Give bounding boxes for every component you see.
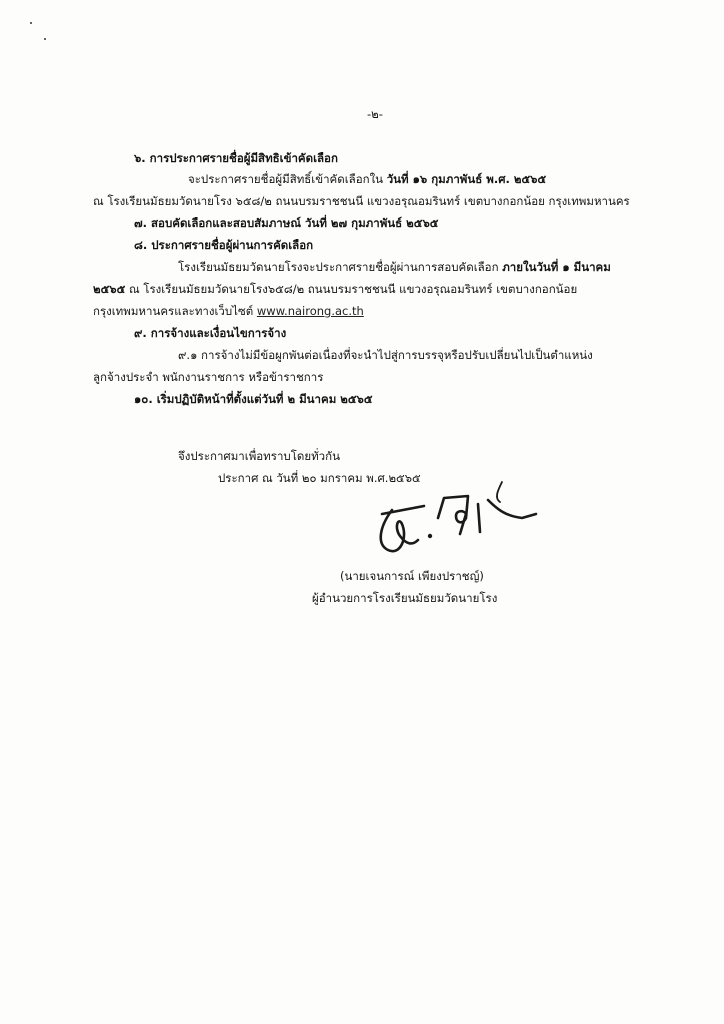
section-8-year: ๒๕๖๕ xyxy=(93,282,126,296)
website-link[interactable]: www.nairong.ac.th xyxy=(256,304,364,318)
closing-notice: จึงประกาศมาเพื่อทราบโดยทั่วกัน xyxy=(178,449,340,463)
section-6-date: วันที่ ๑๖ กุมภาพันธ์ พ.ศ. ๒๕๖๕ xyxy=(386,172,547,186)
signatory-name: (นายเจนการณ์ เพียงปราชญ์) xyxy=(340,569,484,583)
signature-stroke xyxy=(497,482,502,502)
section-9-line-2: ลูกจ้างประจำ พนักงานราชการ หรือข้าราชการ xyxy=(93,370,324,384)
signature-stroke xyxy=(488,500,536,518)
signature xyxy=(372,474,542,560)
scan-speck xyxy=(44,38,46,40)
section-6-heading: ๖. การประกาศรายชื่อผู้มีสิทธิเข้าคัดเลือก xyxy=(134,151,338,165)
section-8-line-1-text: โรงเรียนมัธยมวัดนายโรงจะประกาศรายชื่อผู้ผ่านการสอบคัดเลือก xyxy=(178,260,499,274)
section-8-line-3-text: กรุงเทพมหานครและทางเว็บไซต์ xyxy=(93,304,257,318)
announcement-date: ประกาศ ณ วันที่ ๒๐ มกราคม พ.ศ.๒๕๖๕ xyxy=(218,471,421,485)
section-9-heading: ๙. การจ้างและเงื่อนไขการจ้าง xyxy=(134,326,287,340)
section-6-line-2: ณ โรงเรียนมัธยมวัดนายโรง ๖๕๘/๒ ถนนบรมราชชนนี แขวงอรุณอมรินทร์ เขตบางกอกน้อย กรุงเทพมหานคร xyxy=(93,194,630,208)
section-8-line-1 xyxy=(178,259,611,275)
section-6-line-1 xyxy=(188,171,546,187)
signature-stroke xyxy=(478,504,480,532)
section-8-date: ภายในวันที่ ๑ มีนาคม xyxy=(502,260,611,274)
section-7-heading: ๗. สอบคัดเลือกและสอบสัมภาษณ์ วันที่ ๒๗ กุมภาพันธ์ ๒๕๖๕ xyxy=(134,216,439,230)
signature-dot xyxy=(428,534,432,538)
signature-stroke xyxy=(438,496,468,534)
signature-stroke xyxy=(382,506,424,514)
signatory-position: ผู้อำนวยการโรงเรียนมัธยมวัดนายโรง xyxy=(312,591,498,605)
section-8-heading: ๘. ประกาศรายชื่อผู้ผ่านการคัดเลือก xyxy=(134,238,314,252)
section-10-heading: ๑๐. เริ่มปฏิบัติหน้าที่ตั้งแต่วันที่ ๒ มีนาคม ๒๕๖๕ xyxy=(134,392,373,406)
section-8-line-3 xyxy=(93,303,364,319)
section-9-line-1: ๙.๑ การจ้างไม่มีข้อผูกพันต่อเนื่องที่จะนำไปสู่การบรรจุหรือปรับเปลี่ยนไปเป็นตำแหน่ง xyxy=(178,348,593,362)
page-number: -๒- xyxy=(367,107,383,121)
section-6-line-1-text: จะประกาศรายชื่อผู้มีสิทธิ์เข้าคัดเลือกใน xyxy=(188,172,384,186)
scan-speck xyxy=(30,22,32,24)
signature-stroke xyxy=(381,510,418,551)
section-8-line-2 xyxy=(93,281,577,297)
section-8-line-2-text: ณ โรงเรียนมัธยมวัดนายโรง๖๕๘/๒ ถนนบรมราชชนนี แขวงอรุณอมรินทร์ เขตบางกอกน้อย xyxy=(125,282,578,296)
